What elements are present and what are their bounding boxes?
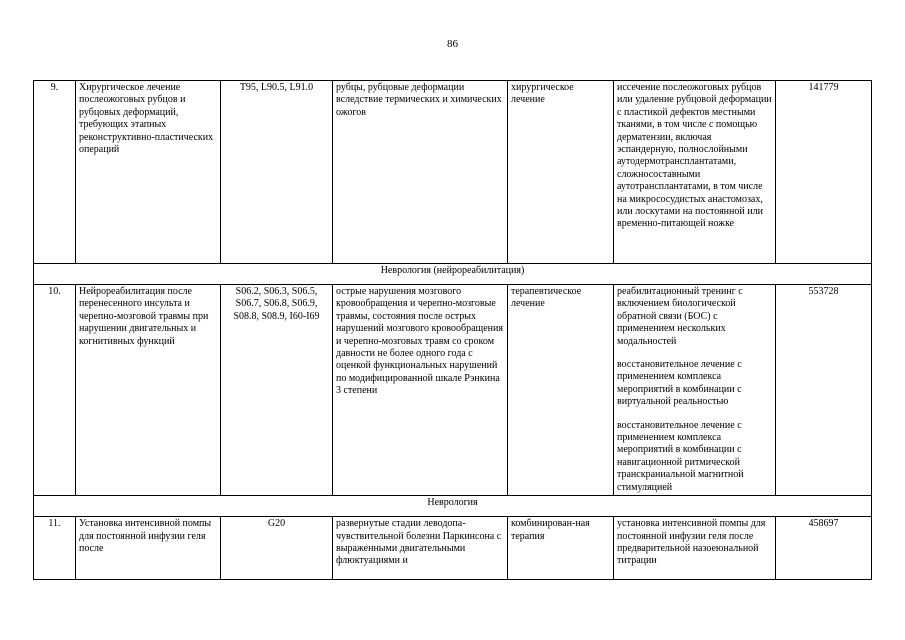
norm-cost: 458697 [776,517,872,580]
patient-model: рубцы, рубцовые деформации вследствие термических и химических ожогов [333,81,508,264]
section-heading: Неврология (нейрореабилитация) [34,264,872,285]
icd-codes: T95, L90.5, L91.0 [221,81,333,264]
treatment-method-text: восстановительное лечение с применением комплекса мероприятий в комбинации с навигационной ритмической транскраниальной магнитной стимуляцией [617,419,744,493]
treatment-method-text: реабилитационный тренинг с включением биологической обратной связи (БОС) с применением нескольких модальностей [617,286,743,347]
medical-care-table [33,80,872,580]
treatment-method [614,285,776,496]
row-number: 10. [34,285,76,496]
norm-cost: 141779 [776,81,872,264]
icd-codes: S06.2, S06.3, S06.5, S06.7, S06.8, S06.9, S08.8, S08.9, I60-I69 [221,285,333,496]
patient-model: острые нарушения мозгового кровообращения и черепно-мозговые травмы, состояния после острых нарушений мозгового кровообращения и черепно-мозговых травм со сроком давности не более одного года с оценкой функциональных нарушений по модифицированной шкале Рэнкина 3 степени [333,285,508,496]
care-type-name: Установка интенсивной помпы для постоянной инфузии геля после [76,517,221,580]
treatment-method [614,81,776,264]
treatment-method-text: иссечение послеожоговых рубцов или удаление рубцовой деформации с пластикой дефектов местными тканями, в том числе с помощью дерматензии, включая эспандерную, полнослойными аутодермотрансплантатами, сложносоставными аутотрансплантатами, в том числе на микрососудистых анастомозах, или лоскутами на постоянной или временно-питающей ножке [617,82,772,230]
treatment-type: комбинирован-ная терапия [508,517,614,580]
care-type-name: Хирургическое лечение послеожоговых рубцов и рубцовых деформаций, требующих этапных реконструктивно-пластических операций [76,81,221,264]
table-row [34,285,872,496]
section-row [34,264,872,285]
treatment-method-text: установка интенсивной помпы для постоянной инфузии геля после предварительной назоеюнальной титрации [617,518,766,567]
icd-codes: G20 [221,517,333,580]
section-row [34,496,872,517]
page-number: 86 [447,38,458,50]
table-row [34,81,872,264]
patient-model: развернутые стадии леводопа-чувствительной болезни Паркинсона с выраженными двигательными флюктуациями и [333,517,508,580]
treatment-type: хирургическое лечение [508,81,614,264]
treatment-method-text: восстановительное лечение с применением комплекса мероприятий в комбинации с виртуальной реальностью [617,359,742,408]
norm-cost: 553728 [776,285,872,496]
table-row [34,517,872,580]
care-type-name: Нейрореабилитация после перенесенного инсульта и черепно-мозговой травмы при нарушении двигательных и когнитивных функций [76,285,221,496]
treatment-method [614,517,776,580]
treatment-type: терапевтическое лечение [508,285,614,496]
section-heading: Неврология [34,496,872,517]
row-number: 9. [34,81,76,264]
row-number: 11. [34,517,76,580]
